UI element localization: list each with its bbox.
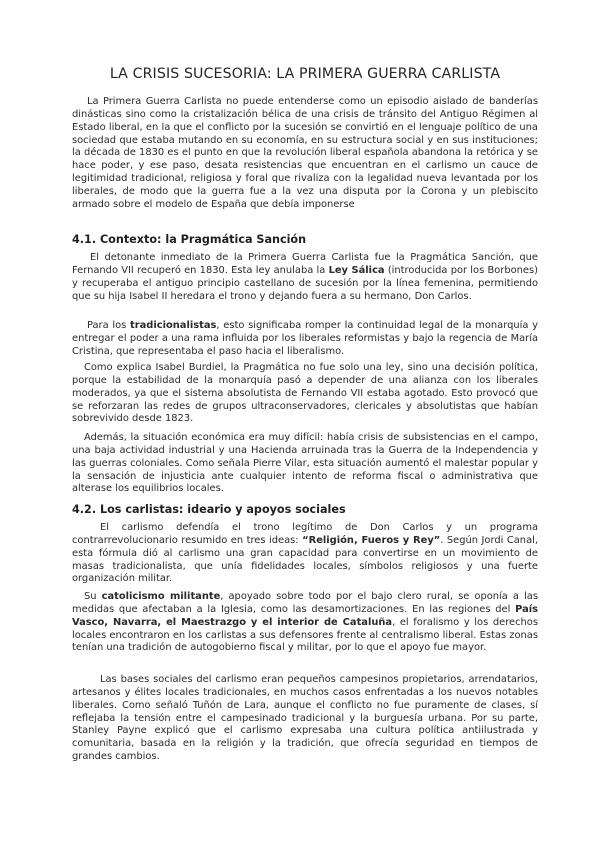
paragraph-tradicionalistas: Para los tradicionalistas, esto significaba romper la continuidad legal de la monarquía y entregar el poder a una rama influida por los liberales reformistas y bajo la regencia de María Cristina, que representaba el paso hacia el liberalismo.: [72, 320, 538, 357]
term-ley-salica: Ley Sálica: [328, 264, 385, 276]
intro-paragraph: La Primera Guerra Carlista no puede entenderse como un episodio aislado de banderías dinásticas sino como la cristalización bélica de una crisis de tránsito del Antiguo Régimen al Estado liberal, en la que el conflicto por la sucesión se convirtió en el lenguaje político de una sociedad que estaba mutando en su economía, en su estructura social y en sus instituciones; la década de 1830 es el punto en que la revolución liberal española abandona la retórica y se hace poder, y ese paso, desata resistencias que encuentran en el carlismo un cauce de legitimidad tradicional, religiosa y foral que rivaliza con la legalidad nueva levantada por los liberales, de modo que la guerra fue a la vez una disputa por la Corona y un plebiscito armado sobre el modelo de España que debía imponerse: [72, 96, 538, 210]
term-regiones: País Vasco, Navarra, el Maestrazgo y el interior de Cataluña: [72, 603, 538, 628]
section-heading-carlistas: 4.2. Los carlistas: ideario y apoyos sociales: [72, 503, 346, 516]
paragraph-ideario: El carlismo defendía el trono legítimo de Don Carlos y un programa contrarrevolucionario resumido en tres ideas: “Religión, Fueros y Rey”. Según Jordi Canal, esta fórmula dió al carlismo una gran capacidad para convertirse en un movimiento de masas tradicionalista, que unía fidelidades locales, símbolos religiosos y una fuerte organización militar.: [72, 522, 539, 585]
section-heading-context: 4.1. Contexto: la Pragmática Sanción: [72, 233, 307, 246]
paragraph-bases-sociales: Las bases sociales del carlismo eran pequeños campesinos propietarios, arrendatarios, artesanos y élites locales tradicionales, en muchos casos enfrentadas a los nuevos notables liberales. Como señaló Tuñón de Lara, aunque el conflicto no fue puramente de clases, sí reflejaba la tensión entre el campesinado tradicional y la burguesía urbana. Por su parte, Stanley Payne explicó que el carlismo expresaba una cultura política antiilustrada y comunitaria, basada en la religión y la tradición, que ofrecía seguridad en tiempos de grandes cambios.: [72, 674, 538, 763]
paragraph-pragmatica: El detonante inmediato de la Primera Guerra Carlista fue la Pragmática Sanción, que Fernando VII recuperó en 1830. Esta ley anulaba la Ley Sálica (introducida por los Borbones) y recuperaba el antiguo principio castellano de sucesión por la línea femenina, permitiendo que su hija Isabel II heredara el trono y dejando fuera a su hermano, Don Carlos.: [72, 252, 538, 302]
paragraph-burdiel: Como explica Isabel Burdiel, la Pragmática no fue solo una ley, sino una decisión política, porque la estabilidad de la monarquía pasó a depender de una alianza con los liberales moderados, ya que el sistema absolutista de Fernando VII estaba agotado. Esto provocó que se reforzaran las redes de grupos ultraconservadores, clericales y absolutistas que habían sobrevivido desde 1823.: [72, 362, 538, 425]
term-catolicismo-militante: catolicismo militante: [101, 591, 221, 602]
term-religion-fueros-rey: “Religión, Fueros y Rey”: [302, 534, 441, 546]
term-tradicionalistas: tradicionalistas: [130, 320, 217, 331]
page-title: LA CRISIS SUCESORIA: LA PRIMERA GUERRA CARLISTA: [109, 66, 501, 82]
paragraph-catolicismo: Su catolicismo militante, apoyado sobre todo por el bajo clero rural, se oponía a las medidas que afectaban a la Iglesia, como las desamortizaciones. En las regiones del País Vasco, Navarra, el Maestrazgo y el interior de Cataluña, el foralismo y los derechos locales encontraron en los carlistas a sus defensores frente al centralismo liberal. Estas zonas tenían una tradición de autogobierno fiscal y militar, por lo que el apoyo fue mayor.: [72, 591, 539, 654]
paragraph-vilar: Además, la situación económica era muy difícil: había crisis de subsistencias en el campo, una baja actividad industrial y una Hacienda arruinada tras la Guerra de la Independencia y las guerras coloniales. Como señala Pierre Vilar, esta situación aumentó el malestar popular y la sensación de injusticia ante cualquier intento de reforma fiscal o administrativa que alterase los equilibrios locales.: [72, 432, 538, 495]
